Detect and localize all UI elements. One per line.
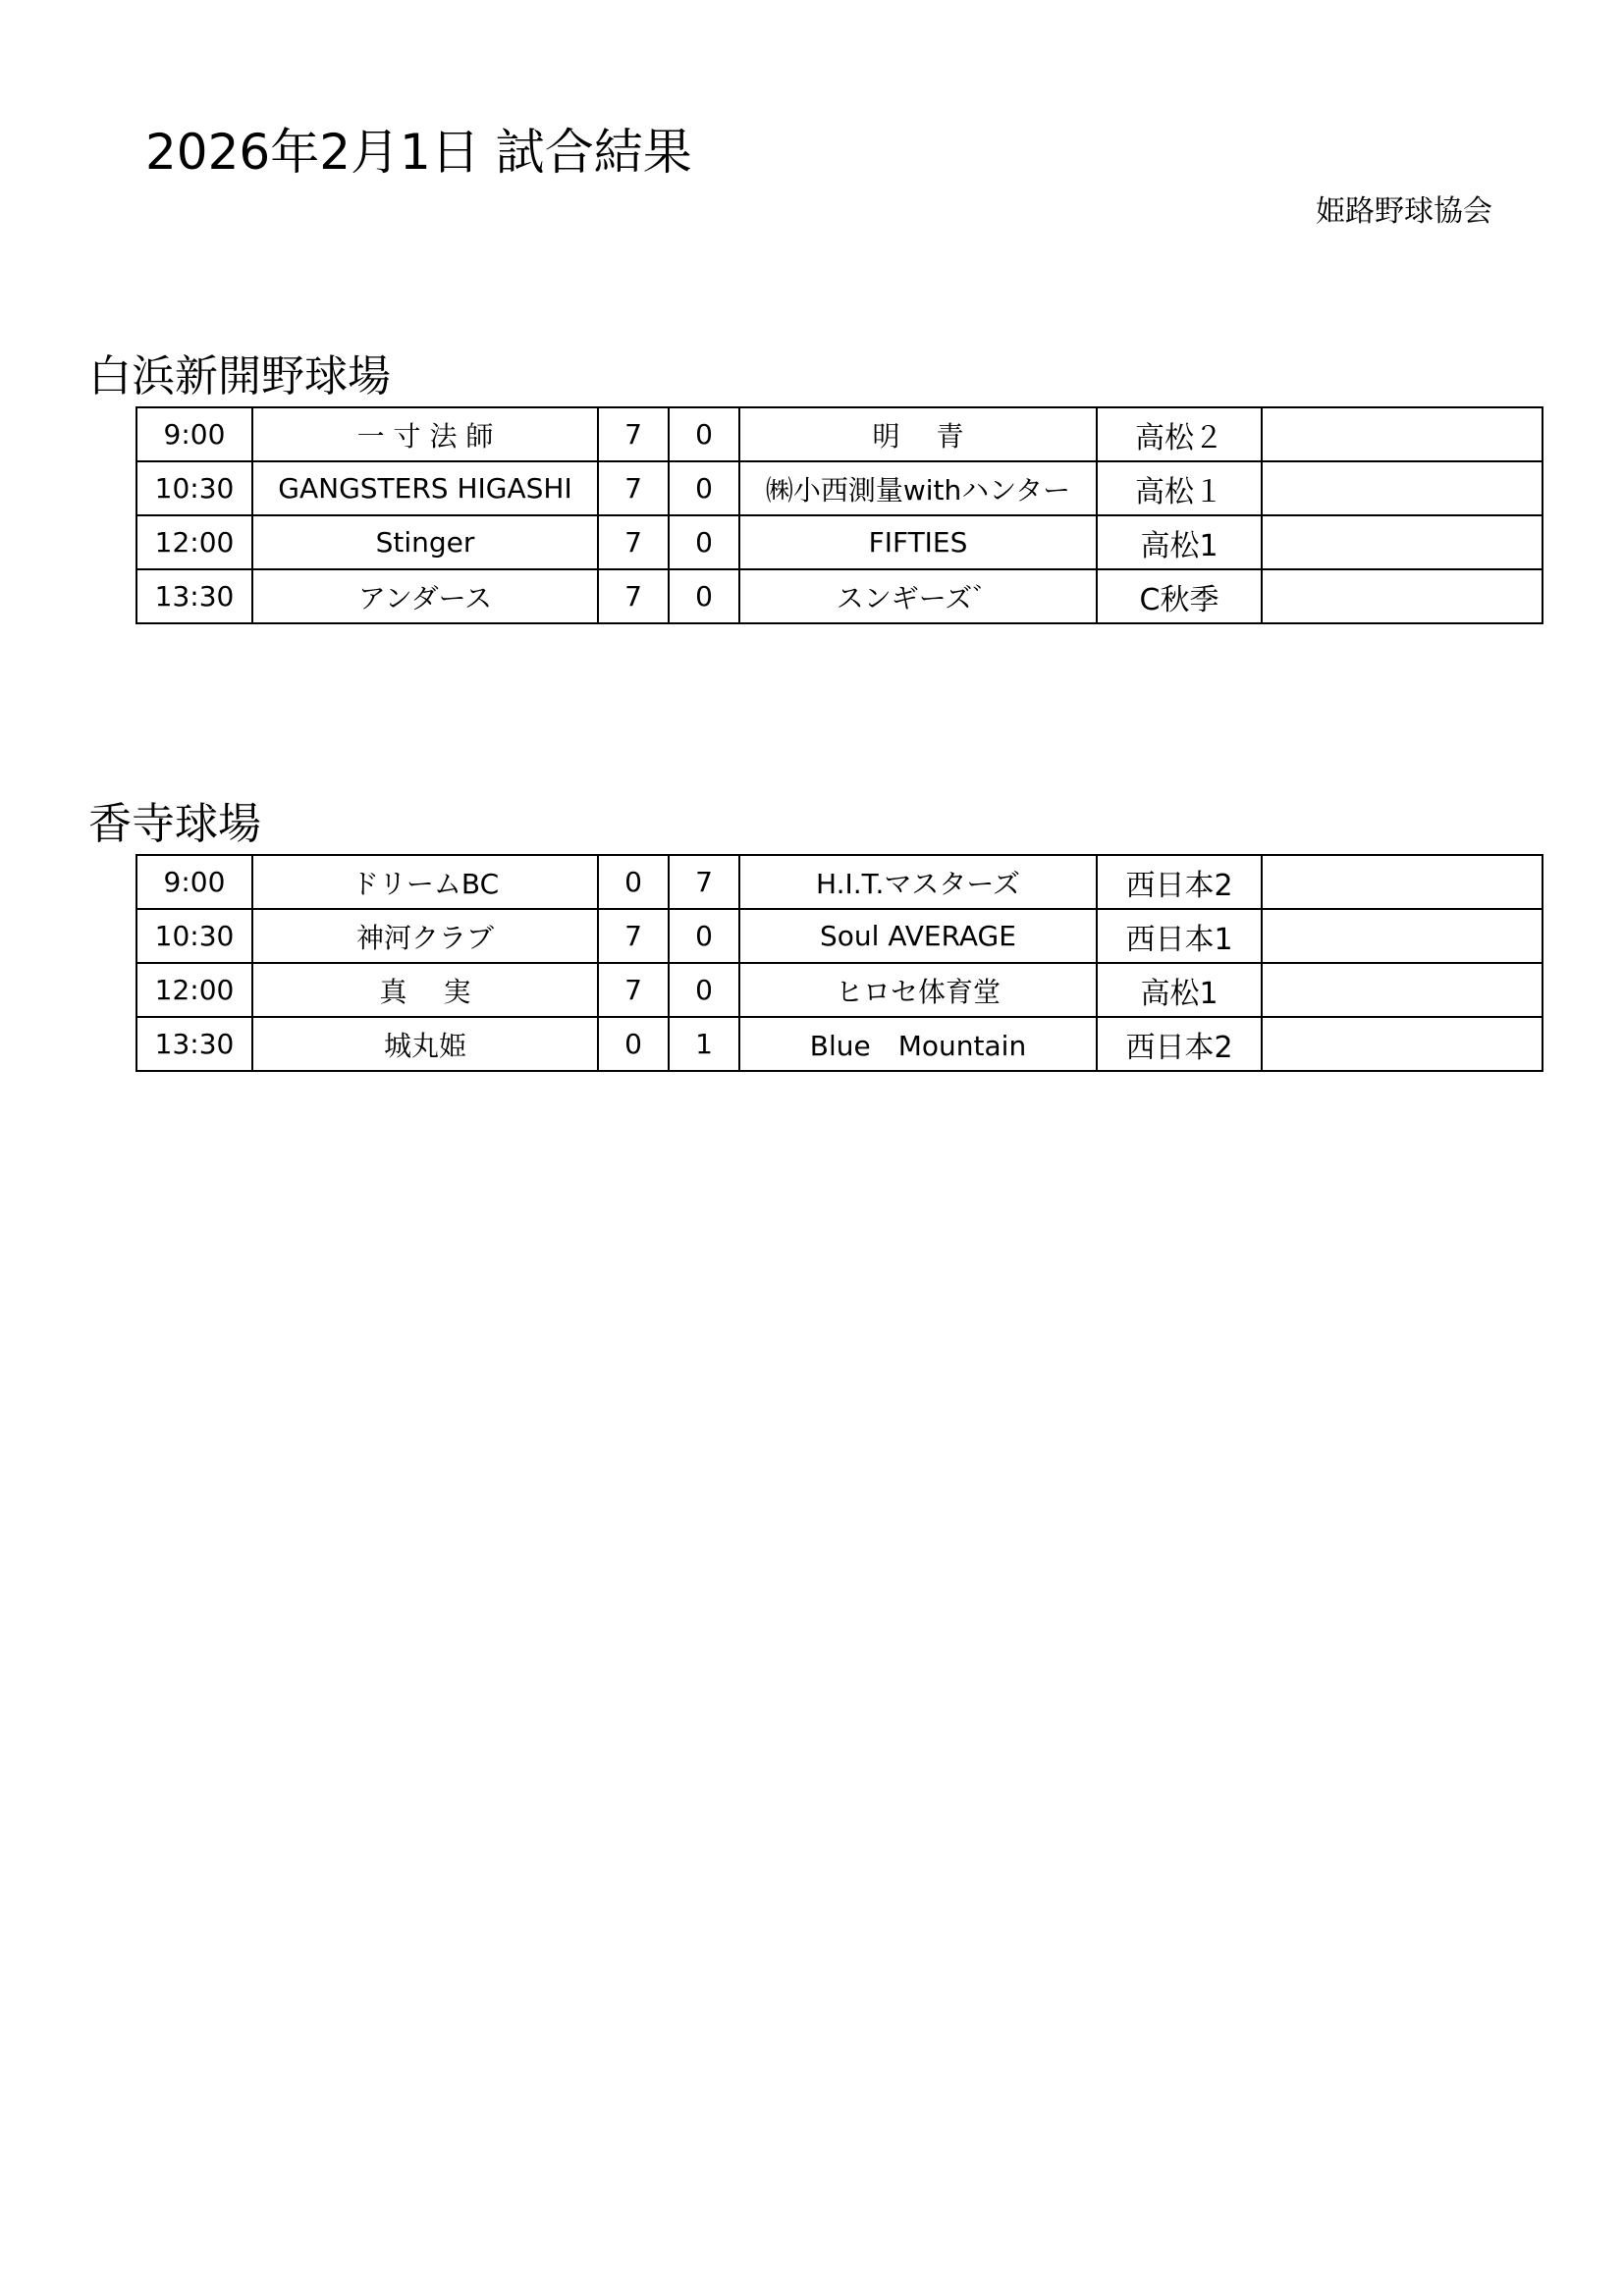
game-time: 9:00 [136, 855, 252, 909]
umpire: 西日本2 [1097, 1017, 1262, 1071]
away-team: FIFTIES [739, 515, 1097, 569]
home-team: GANGSTERS HIGASHI [252, 461, 598, 515]
umpire: 西日本1 [1097, 909, 1262, 963]
away-score: 0 [669, 515, 739, 569]
table-row [136, 909, 1543, 963]
home-score: 7 [598, 407, 669, 461]
game-time: 13:30 [136, 1017, 252, 1071]
table-row [136, 963, 1543, 1017]
game-time: 9:00 [136, 407, 252, 461]
home-team: 真 実 [252, 963, 598, 1017]
venue-title-shirahama: 白浜新開野球場 [88, 351, 391, 401]
home-score: 7 [598, 461, 669, 515]
note-cell [1262, 909, 1543, 963]
game-time: 10:30 [136, 461, 252, 515]
umpire: 高松２ [1097, 407, 1262, 461]
away-team: Blue Mountain [739, 1017, 1097, 1071]
away-score: 0 [669, 407, 739, 461]
table-row [136, 855, 1543, 909]
table-row [136, 569, 1543, 623]
away-score: 0 [669, 909, 739, 963]
game-time: 13:30 [136, 569, 252, 623]
home-team: ドリームBC [252, 855, 598, 909]
note-cell [1262, 1017, 1543, 1071]
home-score: 7 [598, 569, 669, 623]
home-score: 7 [598, 515, 669, 569]
venue-title-kodera: 香寺球場 [88, 799, 261, 849]
note-cell [1262, 569, 1543, 623]
home-team: アンダース [252, 569, 598, 623]
umpire: C秋季 [1097, 569, 1262, 623]
away-score: 0 [669, 461, 739, 515]
away-score: 0 [669, 569, 739, 623]
home-score: 7 [598, 963, 669, 1017]
game-time: 12:00 [136, 963, 252, 1017]
game-time: 12:00 [136, 515, 252, 569]
home-team: 神河クラブ [252, 909, 598, 963]
table-row [136, 515, 1543, 569]
table-row [136, 1017, 1543, 1071]
away-score: 1 [669, 1017, 739, 1071]
table-row [136, 461, 1543, 515]
away-team: ヒロセ体育堂 [739, 963, 1097, 1017]
home-team: 一 寸 法 師 [252, 407, 598, 461]
away-team: Soul AVERAGE [739, 909, 1097, 963]
note-cell [1262, 855, 1543, 909]
results-table-kodera [135, 854, 1543, 1072]
note-cell [1262, 515, 1543, 569]
note-cell [1262, 407, 1543, 461]
away-score: 7 [669, 855, 739, 909]
away-team: スンギーズ゛ [739, 569, 1097, 623]
umpire: 高松１ [1097, 461, 1262, 515]
results-table-shirahama [135, 406, 1543, 624]
away-team: H.I.T.マスターズ [739, 855, 1097, 909]
home-score: 0 [598, 1017, 669, 1071]
away-score: 0 [669, 963, 739, 1017]
umpire: 西日本2 [1097, 855, 1262, 909]
home-score: 0 [598, 855, 669, 909]
table-row [136, 407, 1543, 461]
organization-name: 姫路野球協会 [1316, 194, 1492, 229]
away-team: ㈱小西測量withハンター [739, 461, 1097, 515]
away-team: 明 青 [739, 407, 1097, 461]
page-title: 2026年2月1日 試合結果 [145, 124, 692, 181]
home-team: Stinger [252, 515, 598, 569]
umpire: 高松1 [1097, 963, 1262, 1017]
home-team: 城丸姫 [252, 1017, 598, 1071]
note-cell [1262, 461, 1543, 515]
home-score: 7 [598, 909, 669, 963]
note-cell [1262, 963, 1543, 1017]
umpire: 高松1 [1097, 515, 1262, 569]
game-time: 10:30 [136, 909, 252, 963]
